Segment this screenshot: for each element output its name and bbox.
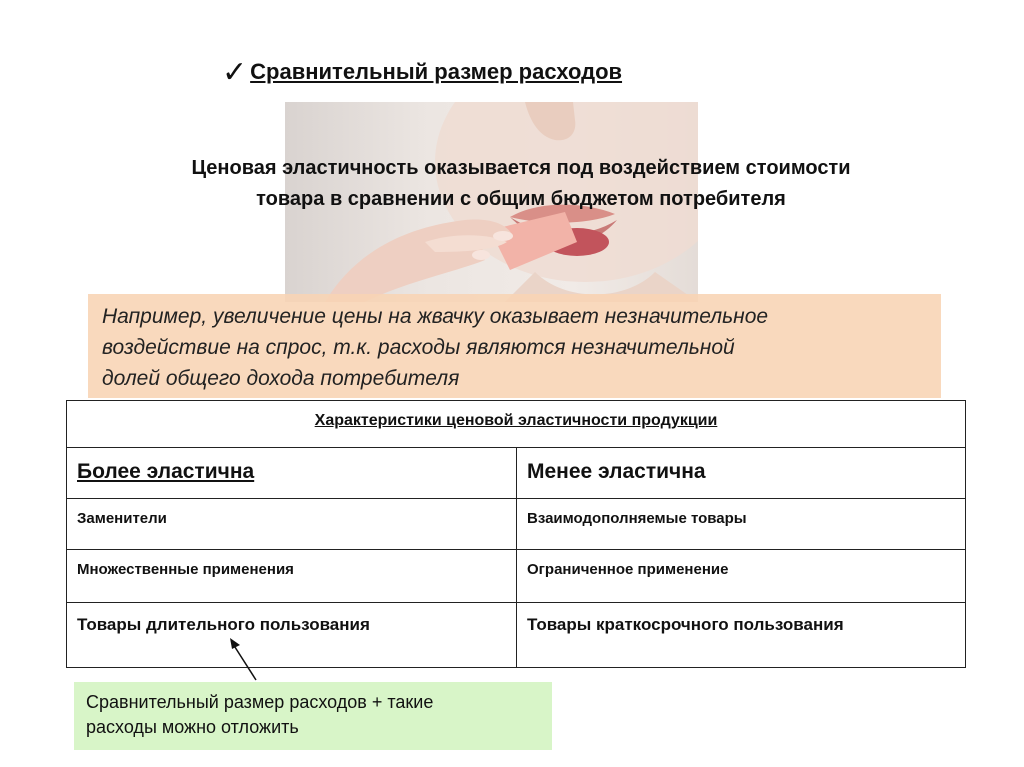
slide-subtitle	[90, 153, 952, 215]
arrow-up-icon	[226, 636, 266, 684]
column-header-left: Более эластична	[67, 448, 517, 499]
note-callout	[74, 682, 552, 750]
example-callout	[88, 294, 941, 398]
subtitle-line-2: товара в сравнении с общим бюджетом потребителя	[256, 188, 786, 210]
slide-title	[222, 52, 622, 87]
column-header-right: Менее эластична	[517, 448, 965, 499]
table-header: Характеристики ценовой эластичности продукции	[67, 401, 965, 448]
slide-title-text: Сравнительный размер расходов	[250, 59, 623, 84]
table-cell-left: Заменители	[67, 499, 517, 550]
example-line-3: долей общего дохода потребителя	[102, 367, 460, 390]
table-cell-left: Множественные применения	[67, 550, 517, 603]
table-cell-left: Товары длительного пользования	[67, 603, 517, 667]
subtitle-line-1: Ценовая эластичность оказывается под воздействием стоимости	[191, 157, 851, 179]
note-line-2: расходы можно отложить	[86, 717, 299, 737]
table-cell-right: Товары краткосрочного пользования	[527, 615, 844, 634]
example-line-1: Например, увеличение цены на жвачку оказывает незначительное	[102, 305, 769, 328]
checkmark-icon: ✓	[222, 56, 248, 89]
table-cell-right: Ограниченное применение	[517, 550, 965, 603]
table-cell-right: Взаимодополняемые товары	[517, 499, 965, 550]
elasticity-table	[66, 400, 966, 668]
example-line-2: воздействие на спрос, т.к. расходы являются незначительной	[102, 336, 735, 359]
note-line-1: Сравнительный размер расходов + такие	[86, 692, 434, 712]
